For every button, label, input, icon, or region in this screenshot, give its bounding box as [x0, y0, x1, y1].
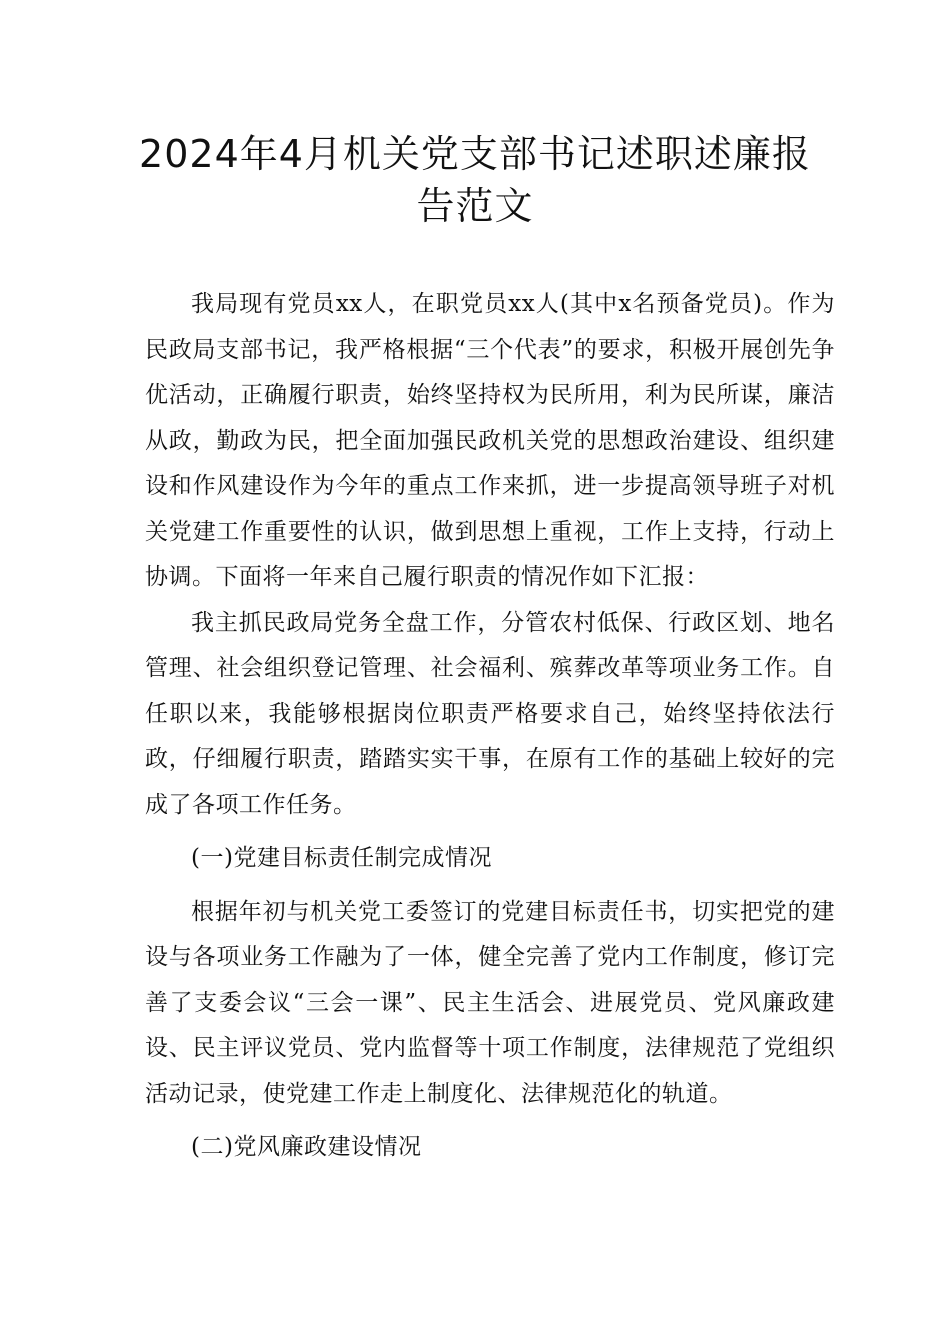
document-title: 2024年4月机关党支部书记述职述廉报告范文 — [139, 132, 811, 228]
section-heading-integrity: (二)党风廉政建设情况 — [191, 1134, 422, 1160]
paragraph-party-members: 我局现有党员xx人，在职党员xx人(其中x名预备党员)。作为民政局支部书记，我严格根据“三个代表”的要求，积极开展创先争优活动，正确履行职责，始终坚持权为民所用，利为民所谋，廉洁从政，勤政为民，把全面加强民政机关党的思想政治建设、组织建设和作风建设作为今年的重点工作来抓，进一步提高领导班子对机关党建工作重要性的认识，做到思想上重视，工作上支持，行动上协调。下面将一年来自己履行职责的情况作如下汇报： — [145, 291, 835, 590]
paragraph-responsibilities: 我主抓民政局党务全盘工作，分管农村低保、行政区划、地名管理、社会组织登记管理、社会福利、殡葬改革等项业务工作。自任职以来，我能够根据岗位职责严格要求自己，始终坚持依法行政，仔细履行职责，踏踏实实干事，在原有工作的基础上较好的完成了各项工作任务。 — [145, 609, 835, 818]
document-body — [145, 282, 835, 1179]
paragraph-party-building: 根据年初与机关党工委签订的党建目标责任书，切实把党的建设与各项业务工作融为了一体，健全完善了党内工作制度，修订完善了支委会议“三会一课”、民主生活会、进展党员、党风廉政建设、民主评议党员、党内监督等十项工作制度，法律规范了党组织活动记录，使党建工作走上制度化、法律规范化的轨道。 — [145, 898, 835, 1107]
section-heading-party-building: (一)党建目标责任制完成情况 — [191, 845, 492, 871]
